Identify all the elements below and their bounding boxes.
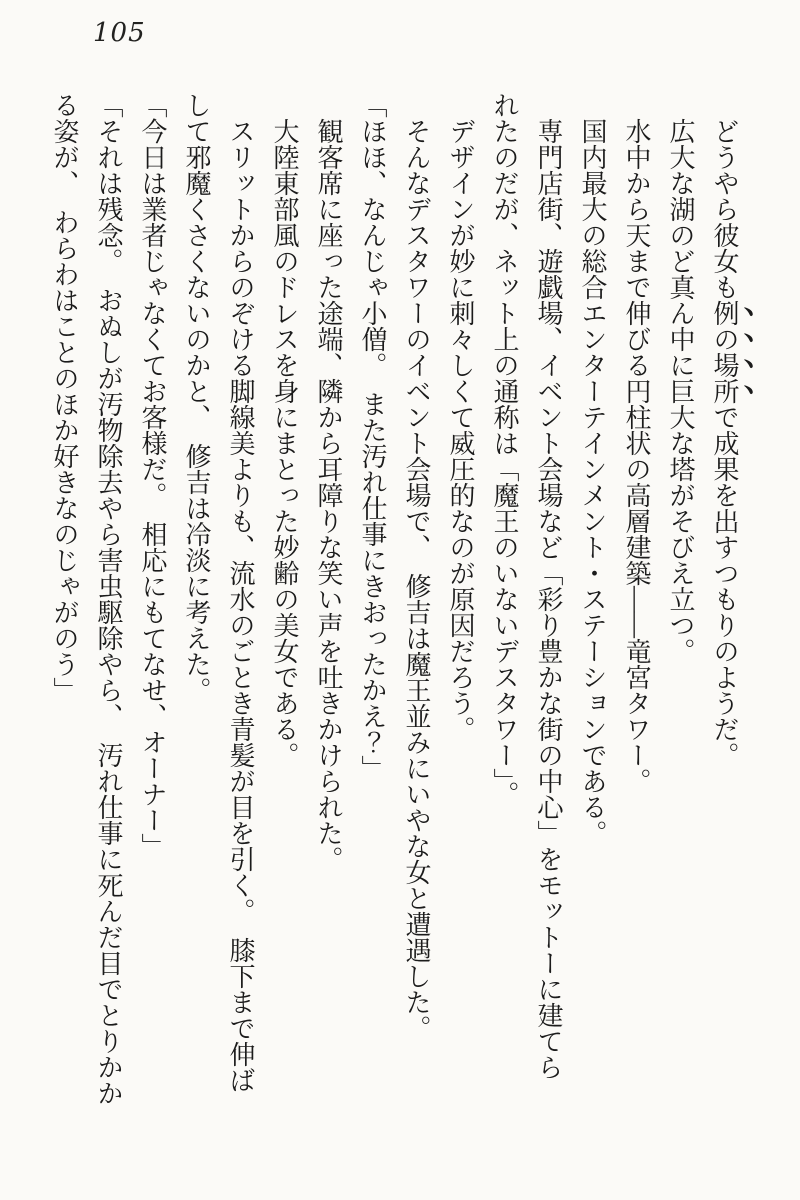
text-column-9: 「ほほ、なんじゃ小僧。 また汚れ仕事にきおったかえ？」 bbox=[358, 92, 387, 781]
text-column-4: 国内最大の総合エンターテインメント・ステーションである。 bbox=[578, 118, 607, 846]
text-column-10: 観客席に座った途端、隣から耳障りな笑い声を吐きかけられた。 bbox=[314, 118, 343, 872]
text-column-8: そんなデスタワーのイベント会場で、 修吉は魔王並みにいやな女と遭遇した。 bbox=[402, 118, 431, 1041]
text-column-5: 専門店街、遊戯場、イベント会場など「彩り豊かな街の中心」をモットーに建てら bbox=[534, 118, 563, 1080]
text-column-13: して邪魔くさくないのかと、 修吉は冷淡に考えた。 bbox=[182, 92, 211, 703]
emphasized-text: 例の場所 bbox=[710, 300, 739, 404]
text-column-16: る姿が、 わらわはことのほか好きなのじゃがのう」 bbox=[50, 92, 79, 703]
text-column-7: デザインが妙に刺々しくて威圧的なのが原因だろう。 bbox=[446, 118, 475, 742]
text-column-12: スリットからのぞける脚線美よりも、流水のごとき青髪が目を引く。 膝下まで伸ば bbox=[226, 118, 255, 1093]
text-column-2: 広大な湖のど真ん中に巨大な塔がそびえ立つ。 bbox=[666, 118, 695, 664]
text-column-1 bbox=[702, 92, 758, 1156]
text-column-6: れたのだが、ネット上の通称は「魔王のいないデスタワー」。 bbox=[490, 92, 519, 807]
text-column-11: 大陸東部風のドレスを身にまとった妙齢の美女である。 bbox=[270, 118, 299, 768]
text-block bbox=[42, 92, 758, 1156]
text-column-15: 「それは残念。 おぬしが汚物除去やら害虫駆除やら、 汚れ仕事に死んだ目でとりかか bbox=[94, 92, 123, 1106]
text-segment: どうやら彼女も bbox=[710, 118, 739, 300]
text-segment: で成果を出すつもりのようだ。 bbox=[710, 404, 739, 768]
page-number: 105 bbox=[93, 18, 146, 48]
text-column-14: 「今日は業者じゃなくてお客様だ。 相応にもてなせ、オーナー」 bbox=[138, 92, 167, 859]
text-column-3: 水中から天まで伸びる円柱状の高層建築――竜宮タワー。 bbox=[622, 118, 651, 794]
